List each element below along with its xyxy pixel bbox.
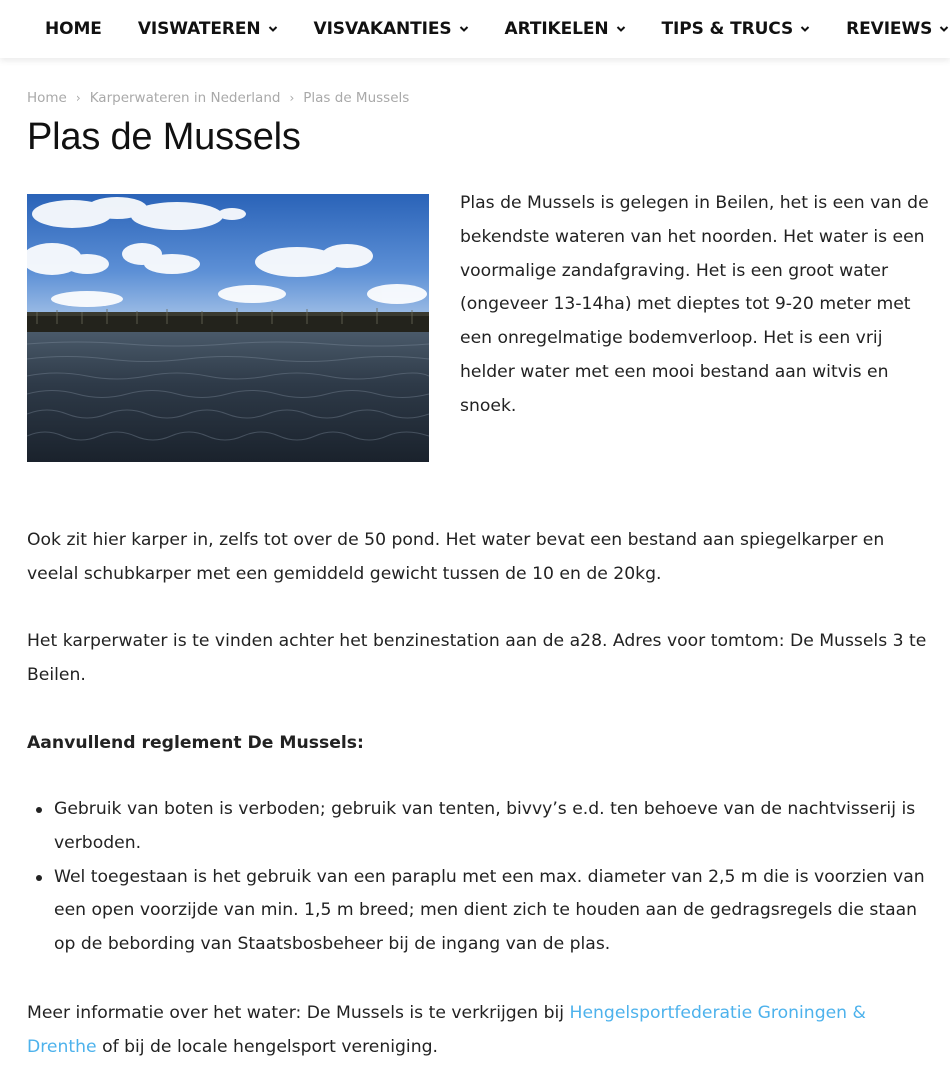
location-paragraph: Het karperwater is te vinden achter het benzinestation aan de a28. Adres voor tomtom: De Mussels 3 te Beilen.	[27, 631, 927, 685]
breadcrumb-current: Plas de Mussels	[303, 90, 410, 106]
nav-item-artikelen[interactable]	[505, 19, 626, 39]
nav-item-label: ARTIKELEN	[504, 19, 609, 39]
breadcrumb	[27, 90, 409, 106]
nav-item-label: TIPS & TRUCS	[661, 19, 794, 39]
bullet-icon	[36, 875, 42, 881]
more-info-text: Meer informatie over het water: De Mussels is te verkrijgen bij	[27, 1003, 570, 1023]
page-title: Plas de Mussels	[27, 116, 301, 158]
nav-item-visvakanties[interactable]	[314, 19, 469, 39]
rules-list	[27, 793, 932, 962]
breadcrumb-separator: ›	[289, 91, 295, 105]
breadcrumb-link-karperwateren[interactable]: Karperwateren in Nederland	[89, 90, 281, 106]
rule-text: Wel toegestaan is het gebruik van een paraplu met een max. diameter van 2,5 m die is voorzien van een open voorzijde van min. 1,5 m breed; men dient zich te houden aan de gedragsregels die staan op de bebording van Staatsbosbeheer bij de ingang van de plas.	[54, 866, 925, 955]
rules-heading: Aanvullend reglement De Mussels:	[27, 733, 364, 753]
nav-item-viswateren[interactable]	[138, 19, 278, 39]
nav-item-home[interactable]	[45, 19, 102, 39]
chevron-down-icon	[616, 24, 626, 34]
more-info-text-end: of bij de locale hengelsport vereniging.	[96, 1036, 438, 1057]
nav-item-reviews[interactable]	[846, 19, 949, 39]
chevron-down-icon	[268, 24, 278, 34]
chevron-down-icon	[939, 24, 949, 34]
breadcrumb-link-home[interactable]: Home	[27, 90, 67, 106]
nav-item-label: REVIEWS	[846, 19, 933, 39]
nav-item-label: VISVAKANTIES	[313, 19, 452, 39]
nav-item-tips-trucs[interactable]	[662, 19, 811, 39]
rule-text: Gebruik van boten is verboden; gebruik van tenten, bivvy’s e.d. ten behoeve van de nachtvisserij is verboden.	[54, 799, 916, 853]
nav-item-label: HOME	[45, 19, 102, 39]
more-info-paragraph	[27, 997, 932, 1065]
main-navigation	[0, 0, 950, 58]
list-item	[27, 861, 932, 962]
chevron-down-icon	[800, 24, 810, 34]
list-item	[27, 793, 932, 861]
carp-paragraph: Ook zit hier karper in, zelfs tot over de 50 pond. Het water bevat een bestand aan spiegelkarper en veelal schubkarper met een gemiddeld gewicht tussen de 10 en de 20kg.	[27, 530, 885, 584]
lake-photo	[27, 194, 429, 462]
chevron-down-icon	[459, 24, 469, 34]
federation-link[interactable]: Hengelsportfederatie Groningen & Drenthe	[27, 1003, 866, 1057]
bullet-icon	[36, 807, 42, 813]
breadcrumb-separator: ›	[75, 91, 81, 105]
intro-paragraph: Plas de Mussels is gelegen in Beilen, het is een van de bekendste wateren van het noorden. Het water is een voormalige zandafgraving. Het is een groot water (ongeveer 13-14ha) met dieptes tot 9-20 meter met een onregelmatige bodemverloop. Het is een vrij helder water met een mooi bestand aan witvis en snoek.	[460, 193, 929, 416]
nav-item-label: VISWATEREN	[137, 19, 261, 39]
